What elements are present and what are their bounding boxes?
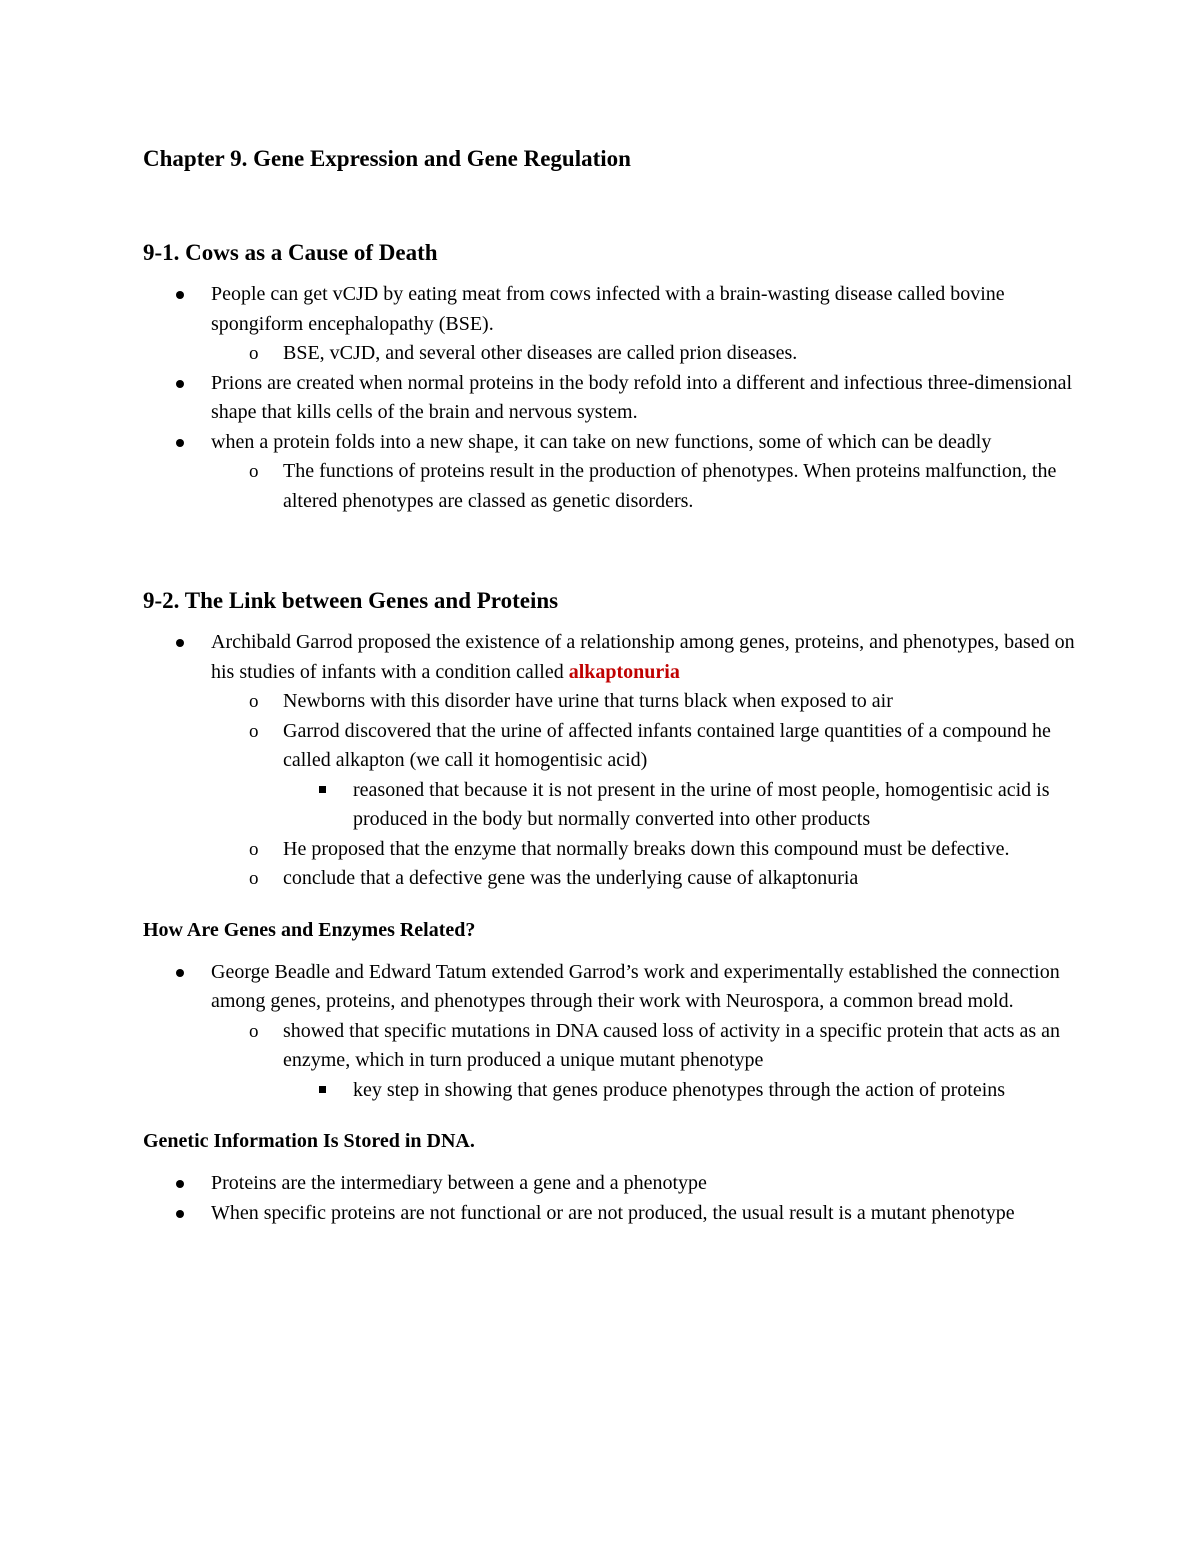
bullet-circle-icon: o — [249, 691, 259, 712]
highlighted-term: alkaptonuria — [568, 660, 680, 683]
bullet-dot-icon — [176, 969, 184, 977]
bullet-dot-icon — [176, 639, 184, 647]
list-item-text: key step in showing that genes produce phenotypes through the action of proteins — [353, 1078, 1006, 1101]
section-heading: 9-1. Cows as a Cause of Death — [143, 240, 438, 265]
subsection-heading: How Are Genes and Enzymes Related? — [143, 918, 476, 941]
bullet-dot-icon — [176, 291, 184, 299]
list-item — [143, 339, 1080, 369]
bullet-circle-icon: o — [249, 461, 259, 482]
section-genetic-information — [143, 1127, 1080, 1228]
list-item — [143, 428, 1080, 458]
list-item-text: George Beadle and Edward Tatum extended Garrod’s work and experimentally established the connection among genes, proteins, and phenotypes through their work with Neurospora, a common bread mold. — [211, 960, 1060, 1012]
bullet-list — [143, 1169, 1080, 1228]
list-item-text: Prions are created when normal proteins in the body refold into a different and infectious three-dimensional shape that kills cells of the brain and nervous system. — [211, 371, 1073, 423]
list-item-text: He proposed that the enzyme that normally breaks down this compound must be defective. — [283, 837, 1010, 860]
bullet-circle-icon: o — [249, 720, 259, 742]
bullet-square-icon — [319, 786, 326, 793]
bullet-dot-icon — [176, 380, 184, 388]
list-item — [143, 835, 1080, 865]
bullet-circle-icon: o — [249, 1020, 259, 1042]
bullet-circle-icon: o — [249, 343, 259, 364]
list-item — [143, 776, 1080, 835]
section-genes-proteins — [143, 586, 1080, 894]
section-heading: 9-2. The Link between Genes and Proteins — [143, 588, 559, 613]
list-item — [143, 1076, 1080, 1106]
bullet-dot-icon — [176, 1210, 184, 1218]
list-item — [143, 864, 1080, 894]
list-item — [143, 457, 1080, 516]
list-item — [143, 958, 1080, 1017]
list-item-text: Newborns with this disorder have urine that turns black when exposed to air — [283, 690, 893, 712]
list-item — [143, 369, 1080, 428]
bullet-square-icon — [319, 1086, 326, 1093]
list-item — [143, 628, 1080, 687]
section-genes-enzymes — [143, 916, 1080, 1106]
bullet-list — [143, 958, 1080, 1106]
list-item-text: showed that specific mutations in DNA caused loss of activity in a specific protein that acts as an enzyme, which in turn produced a unique mutant phenotype — [283, 1019, 1061, 1071]
bullet-circle-icon: o — [249, 838, 259, 860]
bullet-list — [143, 280, 1080, 516]
list-item-text: reasoned that because it is not present in the urine of most people, homogentisic acid is produced in the body but normally converted into other products — [353, 778, 1050, 830]
bullet-dot-icon — [176, 1180, 184, 1188]
list-item-text: Proteins are the intermediary between a gene and a phenotype — [211, 1172, 707, 1194]
list-item — [143, 280, 1080, 339]
list-item-text: when a protein folds into a new shape, it can take on new functions, some of which can be deadly — [211, 430, 992, 453]
list-item-text: People can get vCJD by eating meat from cows infected with a brain-wasting disease called bovine spongiform encephalopathy (BSE). — [211, 283, 1005, 335]
list-item-text: When specific proteins are not functional or are not produced, the usual result is a mutant phenotype — [211, 1201, 1015, 1224]
list-item-text: Archibald Garrod proposed the existence of a relationship among genes, proteins, and phenotypes, based on his studies of infants with a condition called — [211, 631, 1075, 683]
list-item — [143, 1169, 1080, 1199]
list-item — [143, 1017, 1080, 1076]
list-item-text: BSE, vCJD, and several other diseases are called prion diseases. — [283, 342, 798, 364]
subsection-heading: Genetic Information Is Stored in DNA. — [143, 1130, 475, 1152]
list-item-text: Garrod discovered that the urine of affected infants contained large quantities of a compound he called alkapton (we call it homogentisic acid) — [283, 719, 1051, 771]
list-item — [143, 687, 1080, 717]
list-item-text: conclude that a defective gene was the underlying cause of alkaptonuria — [283, 867, 859, 889]
section-cows — [143, 238, 1080, 516]
bullet-dot-icon — [176, 439, 184, 447]
chapter-title: Chapter 9. Gene Expression and Gene Regulation — [143, 146, 631, 171]
list-item — [143, 1199, 1080, 1229]
bullet-list — [143, 628, 1080, 894]
bullet-circle-icon: o — [249, 868, 259, 889]
list-item-text: The functions of proteins result in the production of phenotypes. When proteins malfunction, the altered phenotypes are classed as genetic disorders. — [283, 460, 1057, 512]
list-item — [143, 717, 1080, 776]
